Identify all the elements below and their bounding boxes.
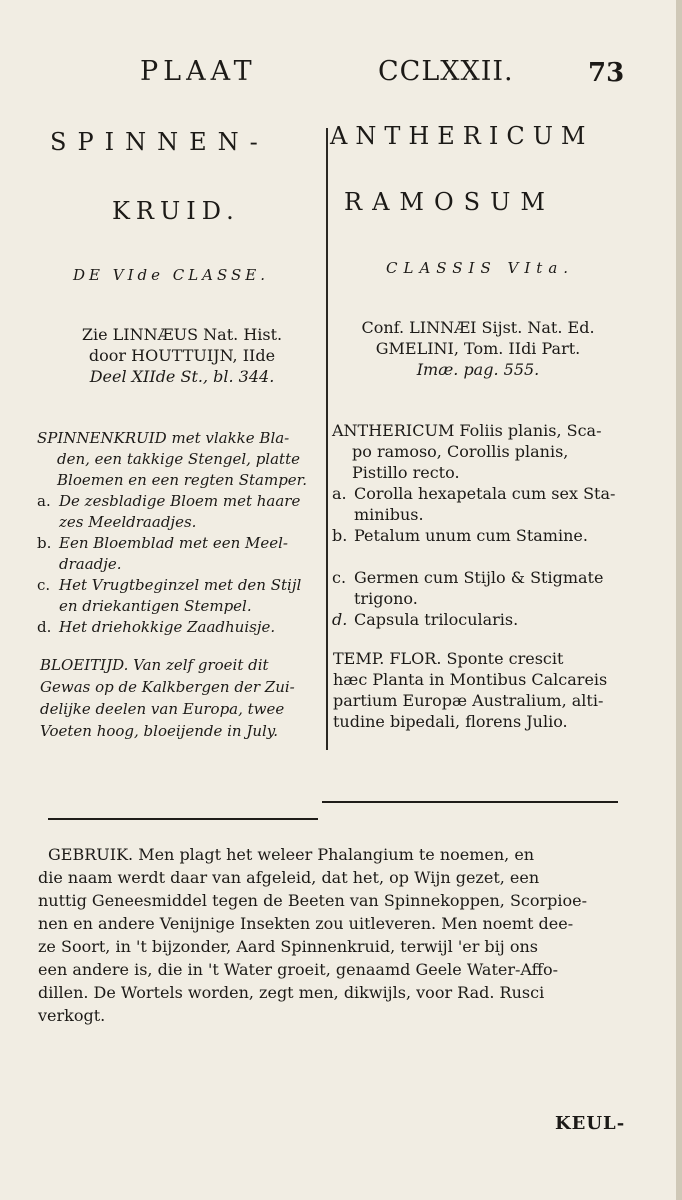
dutch-description [37, 428, 327, 638]
item-text: zes Meeldraadjes. [59, 513, 197, 531]
ref-line: Conf. LINNÆI Sijst. Nat. Ed. [361, 318, 595, 337]
item-text: trigono. [354, 589, 418, 608]
section-rule-right [322, 801, 618, 803]
item-text: Een Bloemblad met een Meel- [59, 534, 288, 552]
usage-line: GEBRUIK. Men plagt het weleer Phalangium te noemen, en [48, 845, 535, 864]
plate-number: CCLXXII. [378, 56, 514, 87]
ref-line: Zie LINNÆUS Nat. Hist. [81, 325, 283, 344]
dutch-flowering [40, 654, 330, 742]
latin-flowering [333, 648, 628, 732]
desc-line: ANTHERICUM Foliis planis, Sca- [332, 421, 602, 440]
plate-heading: PLAAT [140, 56, 257, 87]
flor-line: tudine bipedali, florens Julio. [333, 712, 568, 731]
flor-line: delijke deelen van Europa, twee [40, 700, 285, 718]
usage-line: ze Soort, in 't bijzonder, Aard Spinnenkruid, terwijl 'er bij ons [38, 937, 538, 956]
desc-line: Pistillo recto. [352, 463, 460, 482]
figure-item-c [37, 575, 327, 617]
item-text: draadje. [59, 555, 122, 573]
ref-line: Deel XIIde St., bl. 344. [89, 367, 275, 386]
page-number: 73 [588, 58, 625, 88]
item-label: d. [332, 610, 348, 629]
figure-item-d [332, 609, 627, 630]
item-text: minibus. [354, 505, 424, 524]
usage-line: nuttig Geneesmiddel tegen de Beeten van Spinnekoppen, Scorpioe- [38, 891, 588, 910]
item-label: a. [37, 492, 51, 510]
item-label: a. [332, 484, 347, 503]
latin-description [332, 420, 627, 630]
usage-paragraph [38, 843, 638, 1027]
item-label: c. [37, 576, 51, 594]
item-text: Petalum unum cum Stamine. [354, 526, 588, 545]
item-text: en driekantigen Stempel. [59, 597, 252, 615]
catchword: KEUL- [555, 1113, 626, 1134]
figure-item-a [332, 483, 627, 525]
item-text: Het driehokkige Zaadhuisje. [59, 618, 276, 636]
usage-line: een andere is, die in 't Water groeit, genaamd Geele Water-Affo- [38, 960, 559, 979]
page-edge [676, 0, 682, 1200]
flor-line: TEMP. FLOR. Sponte crescit [333, 649, 564, 668]
usage-line: dillen. De Wortels worden, zegt men, dikwijls, voor Rad. Rusci [38, 983, 545, 1002]
ref-line: Imæ. pag. 555. [416, 360, 540, 379]
figure-item-a [37, 491, 327, 533]
flor-line: BLOEITIJD. Van zelf groeit dit [40, 656, 269, 674]
ref-line: door HOUTTUIJN, IIde [88, 346, 276, 365]
item-text: Capsula trilocularis. [354, 610, 519, 629]
usage-line: die naam werdt daar van afgeleid, dat het, op Wijn gezet, een [38, 868, 540, 887]
usage-line: nen en andere Venijnige Insekten zou uitleveren. Men noemt dee- [38, 914, 574, 933]
figure-item-c [332, 567, 627, 609]
figure-item-b [332, 525, 627, 567]
item-text: De zesbladige Bloem met haare [59, 492, 301, 510]
figure-item-d [37, 617, 327, 638]
desc-line: po ramoso, Corollis planis, [352, 442, 569, 461]
dutch-title-line1: SPINNEN- [50, 128, 269, 156]
flor-line: partium Europæ Australium, alti- [333, 691, 604, 710]
desc-line: Bloemen en een regten Stamper. [57, 471, 307, 489]
desc-line: den, een takkige Stengel, platte [57, 450, 300, 468]
dutch-title-line2: KRUID. [112, 197, 240, 225]
desc-line: SPINNENKRUID met vlakke Bla- [37, 429, 290, 447]
item-label: d. [37, 618, 52, 636]
dutch-reference [46, 324, 318, 387]
section-rule-left [48, 818, 318, 820]
ref-line: GMELINI, Tom. IIdi Part. [375, 339, 581, 358]
usage-line: verkogt. [38, 1006, 106, 1025]
flor-line: Voeten hoog, bloeijende in July. [40, 722, 279, 740]
item-label: b. [332, 526, 348, 545]
item-text: Germen cum Stijlo & Stigmate [354, 568, 604, 587]
item-text: Het Vrugtbeginzel met den Stijl [59, 576, 302, 594]
figure-item-b [37, 533, 327, 575]
item-text: Corolla hexapetala cum sex Sta- [354, 484, 616, 503]
item-label: c. [332, 568, 347, 587]
item-label: b. [37, 534, 52, 552]
dutch-class-line: DE VIde CLASSE. [73, 266, 270, 284]
latin-reference [333, 317, 623, 380]
flor-line: hæc Planta in Montibus Calcareis [333, 670, 608, 689]
latin-title-line1: ANTHERICUM [330, 122, 594, 150]
latin-title-line2: RAMOSUM [344, 188, 555, 216]
latin-class-line: CLASSIS VIta. [386, 259, 575, 277]
flor-line: Gewas op de Kalkbergen der Zui- [40, 678, 295, 696]
